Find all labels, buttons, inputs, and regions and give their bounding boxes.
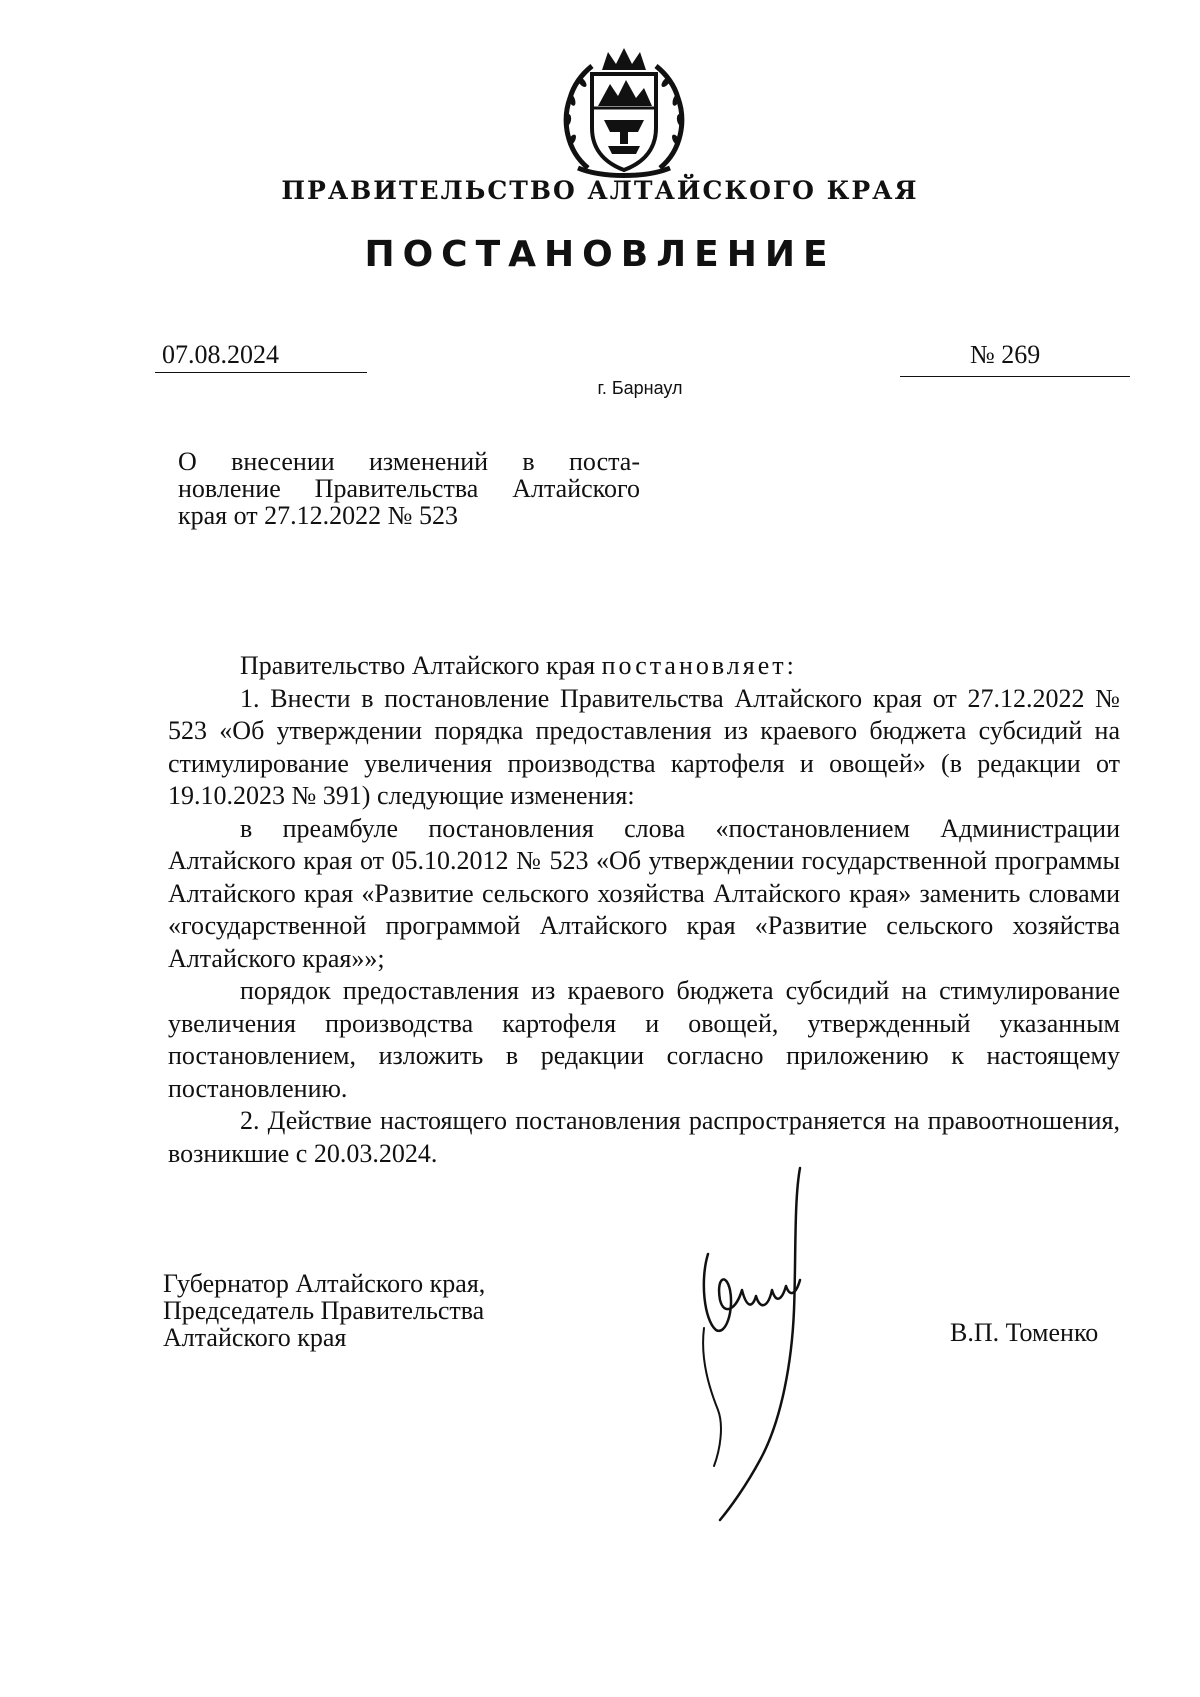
body-paragraph: 2. Действие настоящего постановления распространяется на правоотношения, возникшие с 20.03.2024. [168, 1106, 1120, 1168]
document-body [168, 650, 1120, 1170]
date-underline [155, 372, 367, 373]
document-date: 07.08.2024 [162, 340, 279, 369]
signatory-title-line: Алтайского края [163, 1323, 347, 1352]
organization-title: ПРАВИТЕЛЬСТВО АЛТАЙСКОГО КРАЯ [281, 176, 919, 205]
body-paragraph: 1. Внести в постановление Правительства Алтайского края от 27.12.2022 № 523 «Об утверждении порядка предоставления из краевого бюджета субсидий на стимулирование увеличения производства картофеля и овощей» (в редакции от 19.10.2023 № 391) следующие изменения: [168, 683, 1120, 810]
subject-line: О внесении изменений в поста- [178, 447, 640, 476]
document-number: № 269 [970, 340, 1041, 369]
signatory-title-line: Губернатор Алтайского края, [163, 1269, 486, 1298]
body-paragraph: в преамбуле постановления слова «постановлением Администрации Алтайского края от 05.10.2012 № 523 «Об утверждении государственной программы Алтайского края «Развитие сельского хозяйства Алтайского края» заменить словами «государственной программой Алтайского края «Развитие сельского хозяйства Алтайского края»»; [168, 813, 1120, 973]
number-underline [900, 376, 1130, 377]
intro-prefix: Правительство Алтайского края [240, 651, 602, 680]
document-type-heading: ПОСТАНОВЛЕНИЕ [364, 234, 836, 275]
intro-suffix: : [786, 651, 794, 680]
subject-line: края от 27.12.2022 № 523 [178, 501, 458, 530]
signatory-name: В.П. Томенко [950, 1318, 1099, 1347]
handwritten-signature [690, 1160, 840, 1530]
signatory-title-line: Председатель Правительства [163, 1296, 485, 1325]
altai-krai-coat-of-arms-icon [558, 40, 690, 180]
intro-spaced-word: постановляет [601, 651, 787, 680]
document-subject [178, 448, 640, 529]
intro-paragraph [168, 650, 1120, 683]
document-city: г. Барнаул [597, 378, 683, 398]
subject-line: новление Правительства Алтайского [178, 474, 640, 503]
body-paragraph: порядок предоставления из краевого бюджета субсидий на стимулирование увеличения производства картофеля и овощей, утвержденный указанным постановлением, изложить в редакции согласно приложению к настоящему постановлению. [168, 976, 1120, 1103]
signatory-title [163, 1270, 583, 1351]
